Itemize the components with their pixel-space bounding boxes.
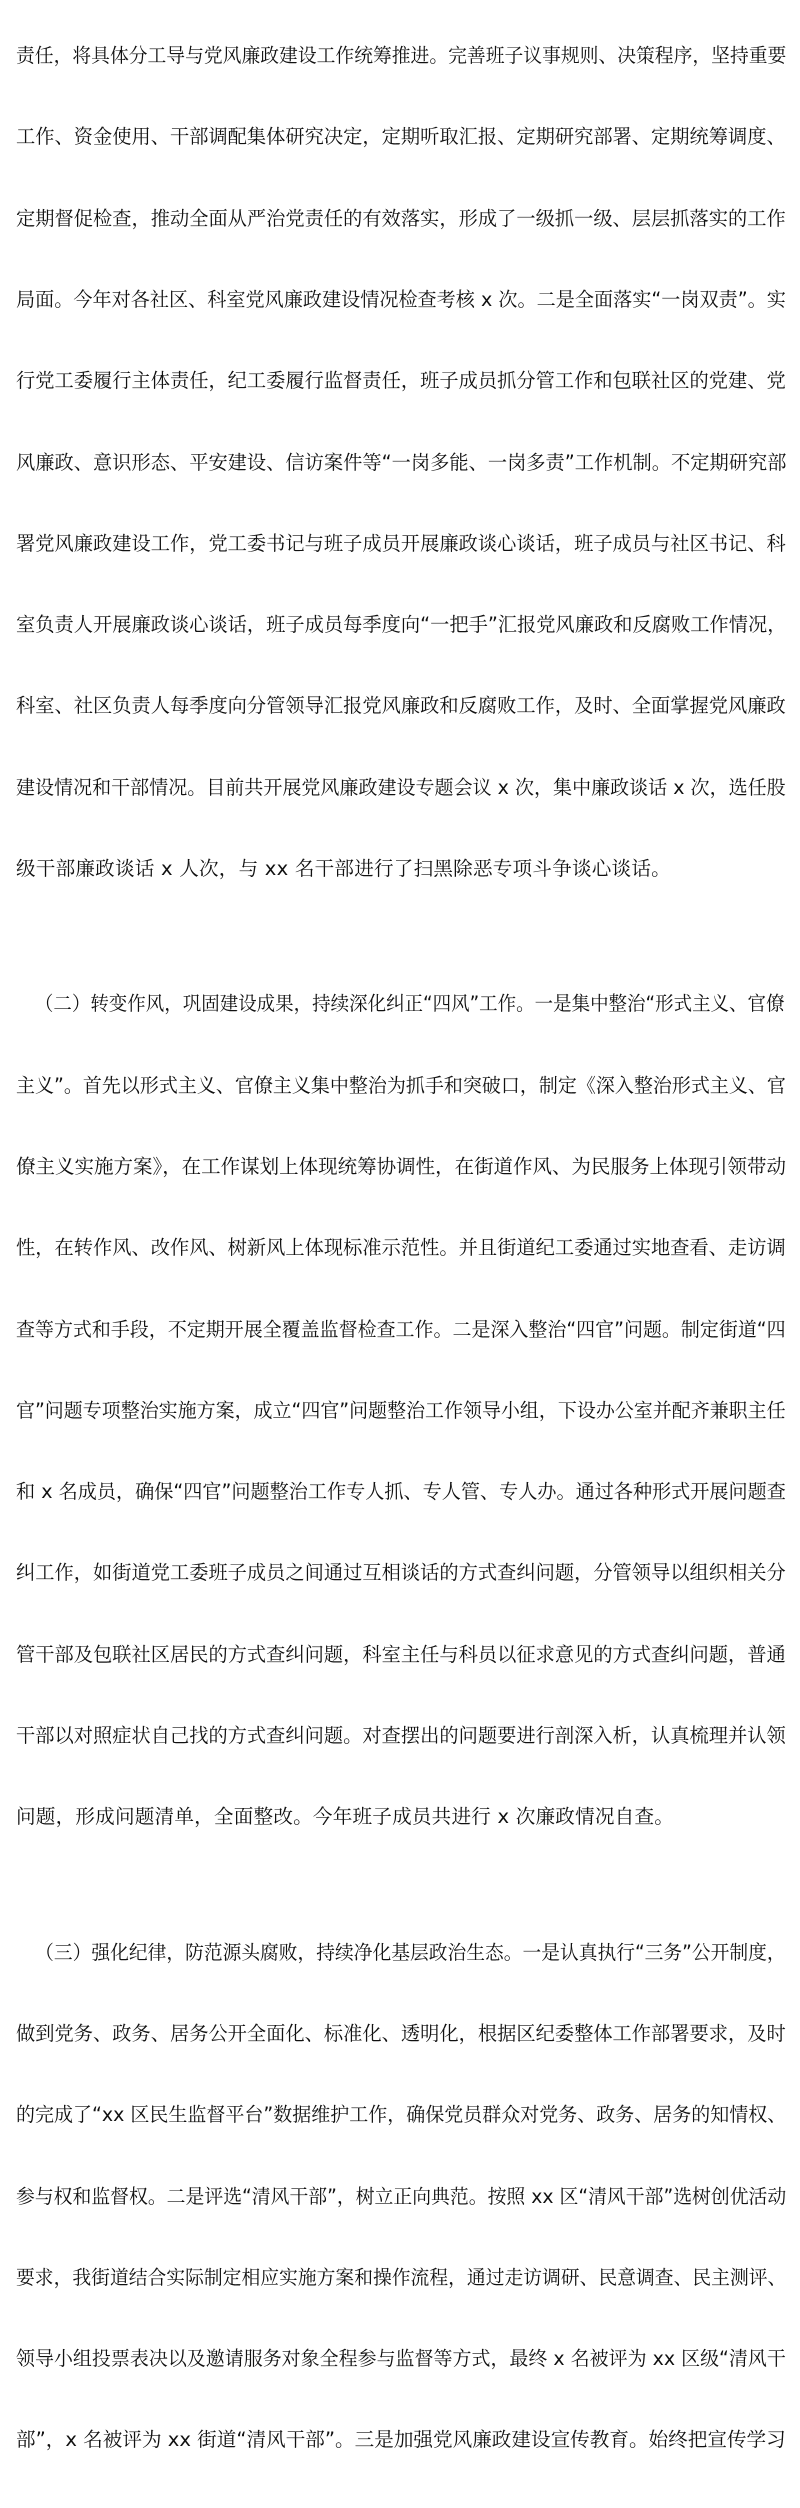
text-line: 要求，我街道结合实际制定相应实施方案和操作流程，通过走访调研、民意调查、民主测评、 [16,2265,787,2289]
section-heading-line: （三）强化纪律，防范源头腐败，持续净化基层政治生态。一是认真执行“三务”公开制度， [35,1940,786,1964]
paragraph-section-two-work-style [16,936,786,1884]
paragraph-section-three-discipline [16,1885,786,2508]
paragraph-party-conduct-responsibility [16,0,786,936]
text-line: 纠工作，如街道党工委班子成员之间通过互相谈话的方式查纠问题，分管领导以组织相关分 [16,1561,786,1585]
text-line: 性，在转作风、改作风、树新风上体现标准示范性。并且街道纪工委通过实地查看、走访调 [16,1236,786,1260]
text-line: 室负责人开展廉政谈心谈话，班子成员每季度向“一把手”汇报党风廉政和反腐败工作情况， [16,613,787,637]
text-line: 级干部廉政谈话 x 人次，与 xx 名干部进行了扫黑除恶专项斗争谈心谈话。 [16,857,671,880]
text-line: 署党风廉政建设工作，党工委书记与班子成员开展廉政谈心谈话，班子成员与社区书记、科 [16,531,786,555]
text-line: 和 x 名成员，确保“四官”问题整治工作专人抓、专人管、专人办。通过各种形式开展问题查 [16,1480,786,1504]
text-line: 干部以对照症状自己找的方式查纠问题。对查摆出的问题要进行剖深入析，认真梳理并认领 [16,1724,786,1747]
text-line: 僚主义实施方案》，在工作谋划上体现统筹协调性，在街道作风、为民服务上体现引领带动 [16,1155,786,1179]
text-line: 工作、资金使用、干部调配集体研究决定，定期听取汇报、定期研究部署、定期统筹调度、 [16,125,786,149]
text-line: 定期督促检查，推动全面从严治党责任的有效落实，形成了一级抓一级、层层抓落实的工作 [16,206,786,230]
text-line: 官”问题专项整治实施方案，成立“四官”问题整治工作领导小组，下设办公室并配齐兼职主任 [16,1398,786,1422]
text-line: 部”，x 名被评为 xx 街道“清风干部”。三是加强党风廉政建设宣传教育。始终把宣传学习 [16,2428,786,2452]
text-line: 做到党务、政务、居务公开全面化、标准化、透明化，根据区纪委整体工作部署要求，及时 [16,2022,786,2046]
text-line: 主义”。首先以形式主义、官僚主义集中整治为抓手和突破口，制定《深入整治形式主义、官 [16,1073,786,1097]
document-body [16,0,786,2508]
text-line: 的完成了“xx 区民生监督平台”数据维护工作，确保党员群众对党务、政务、居务的知情权、 [16,2103,787,2127]
text-line: 领导小组投票表决以及邀请服务对象全程参与监督等方式，最终 x 名被评为 xx 区级“清风干 [16,2347,786,2371]
text-line: 建设情况和干部情况。目前共开展党风廉政建设专题会议 x 次，集中廉政谈话 x 次，选任股 [16,775,786,799]
text-line: 管干部及包联社区居民的方式查纠问题，科室主任与科员以征求意见的方式查纠问题，普通 [16,1642,786,1666]
text-line: 责任，将具体分工导与党风廉政建设工作统筹推进。完善班子议事规则、决策程序，坚持重要 [16,44,787,68]
text-line: 问题，形成问题清单，全面整改。今年班子成员共进行 x 次廉政情况自查。 [16,1805,675,1829]
text-line: 风廉政、意识形态、平安建设、信访案件等“一岗多能、一岗多责”工作机制。不定期研究部 [16,450,787,474]
section-heading-line: （二）转变作风，巩固建设成果，持续深化纠正“四风”工作。一是集中整治“形式主义、官僚 [34,992,785,1016]
text-line: 科室、社区负责人每季度向分管领导汇报党风廉政和反腐败工作，及时、全面掌握党风廉政 [16,694,786,718]
text-line: 查等方式和手段，不定期开展全覆盖监督检查工作。二是深入整治“四官”问题。制定街道“四 [16,1317,786,1341]
text-line: 局面。今年对各社区、科室党风廉政建设情况检查考核 x 次。二是全面落实“一岗双责”。实 [16,288,786,312]
text-line: 参与权和监督权。二是评选“清风干部”，树立正向典范。按照 xx 区“清风干部”选树创优活动 [16,2184,787,2208]
text-line: 行党工委履行主体责任，纪工委履行监督责任，班子成员抓分管工作和包联社区的党建、党 [16,369,786,393]
